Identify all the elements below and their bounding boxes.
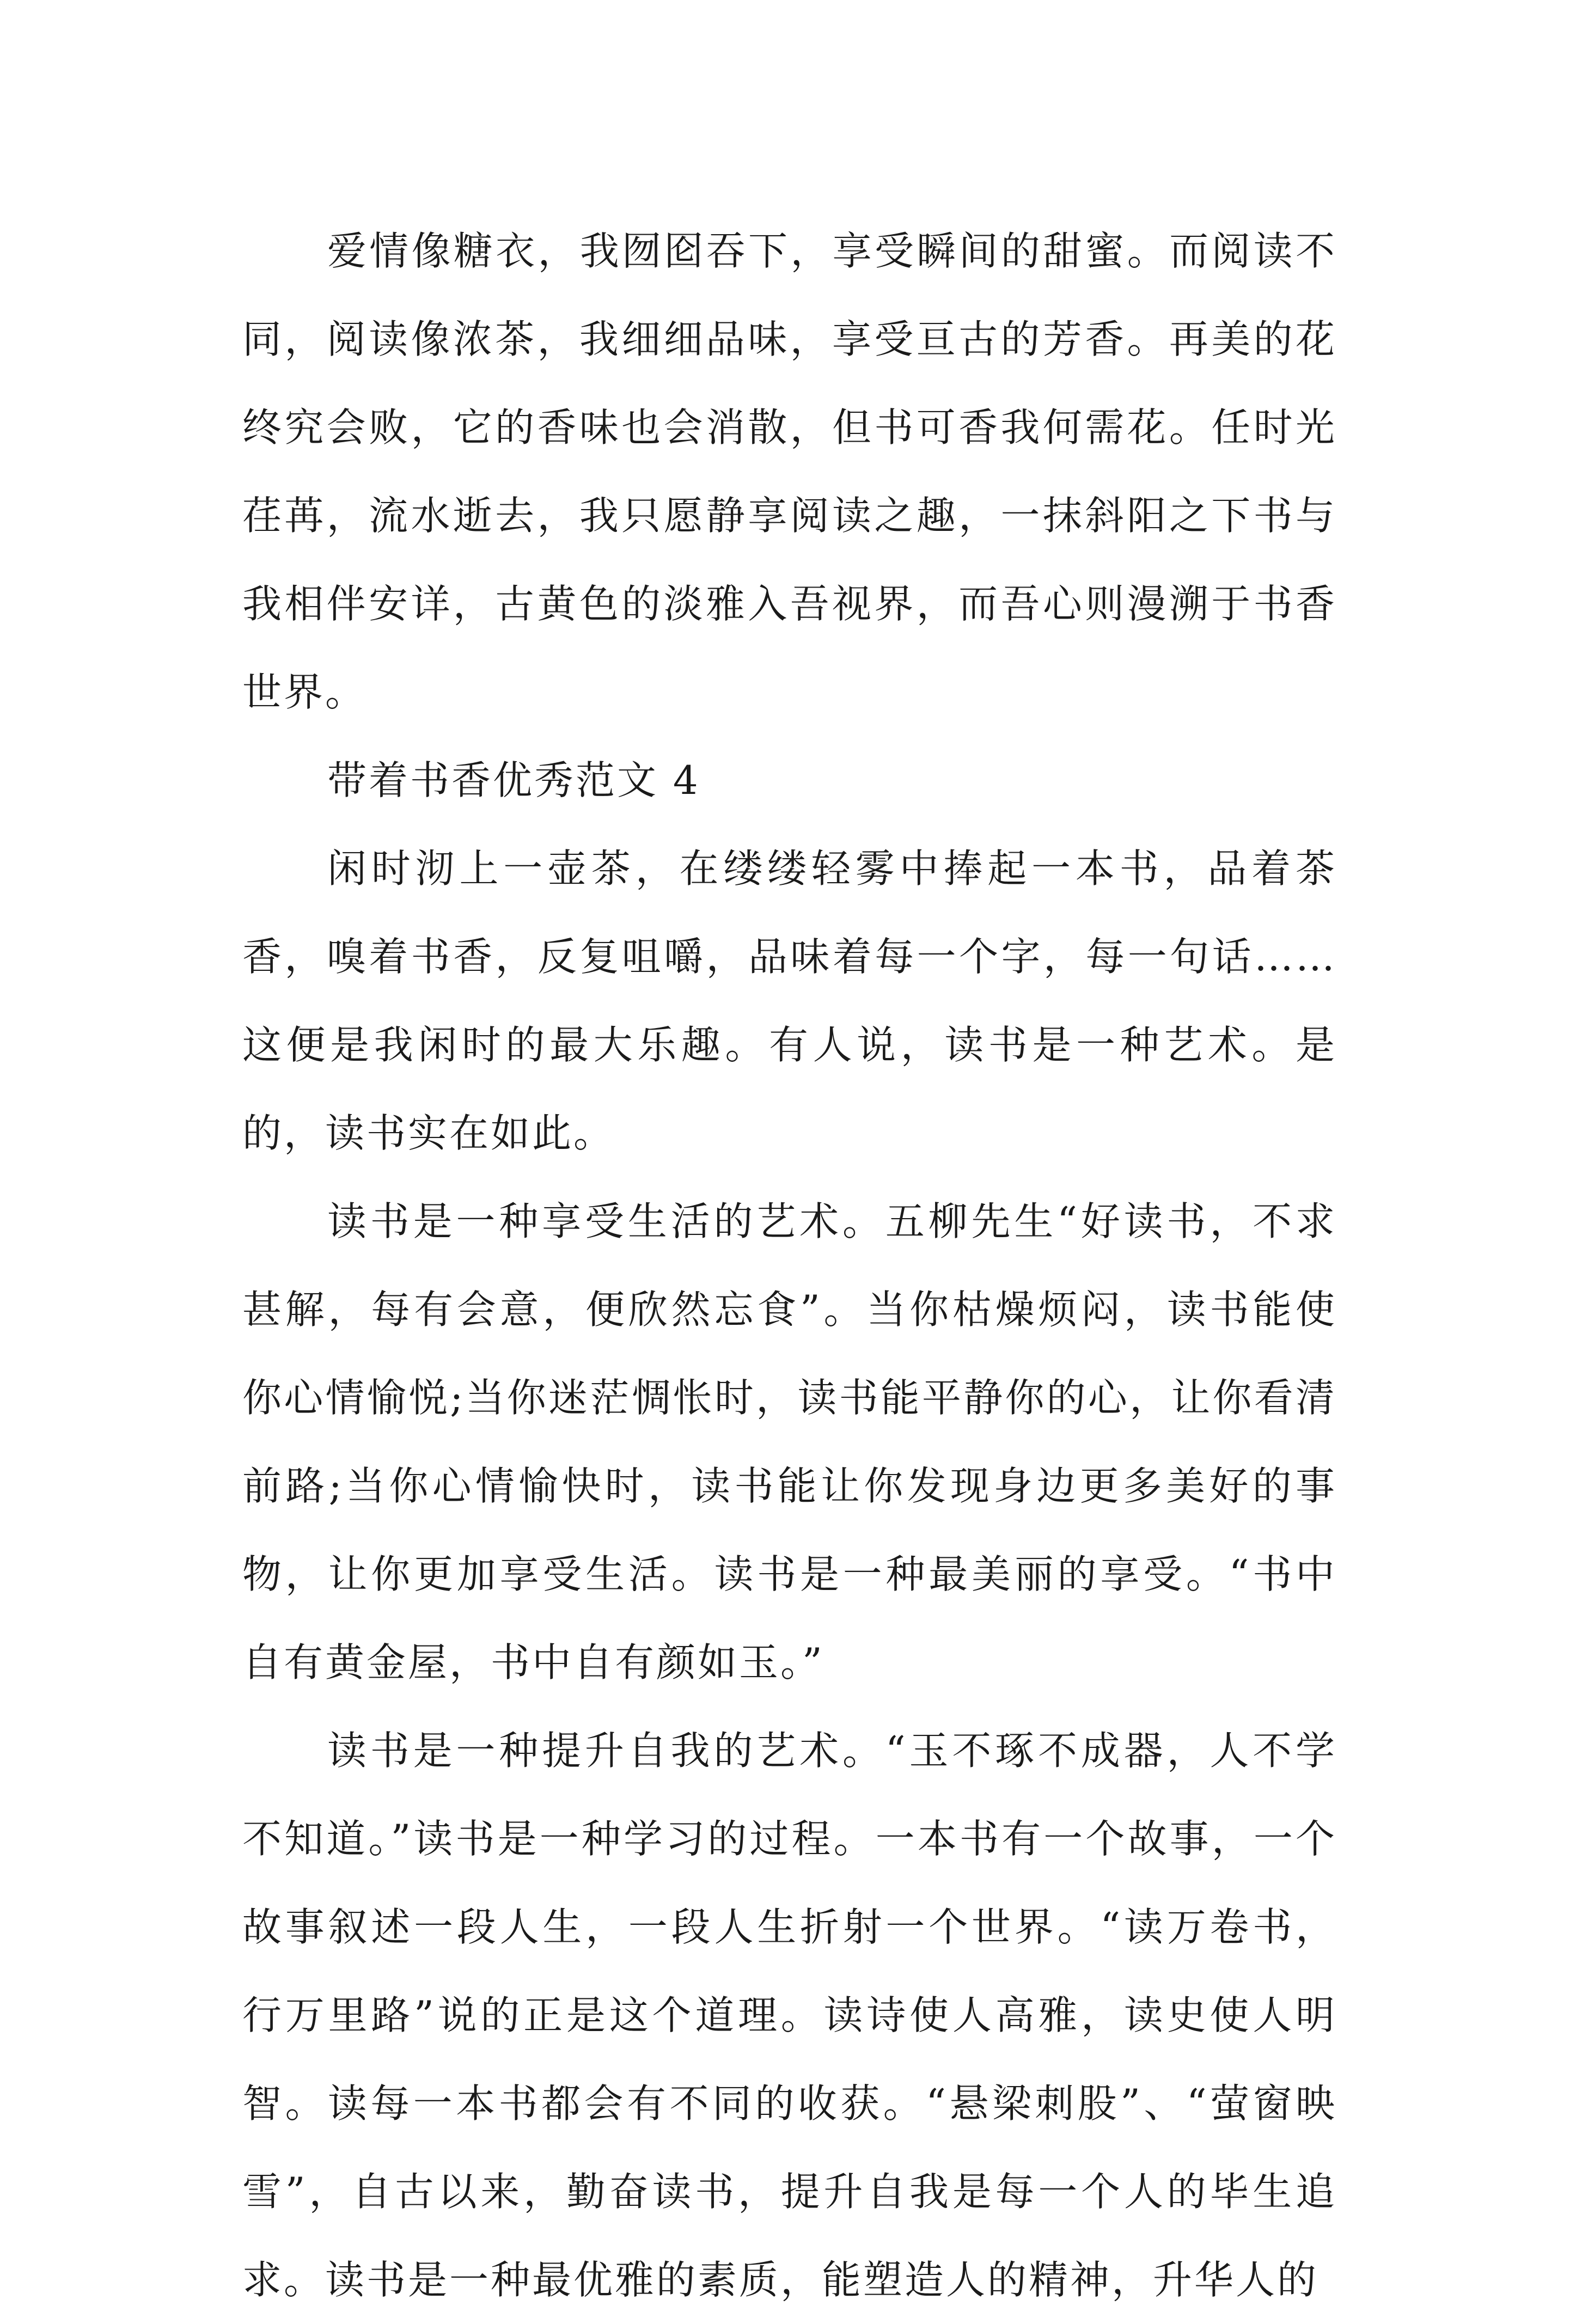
- paragraph-self-improvement: 读书是一种提升自我的艺术。“玉不琢不成器，人不学不知道。”读书是一种学习的过程。一本书有一个故事，一个故事叙述一段人生，一段人生折射一个世界。“读万卷书，行万里路”说的正是这个道理。读诗使人高雅，读史使人明智。读每一本书都会有不同的收获。“悬梁刺股”、“萤窗映雪”，自古以来，勤奋读书，提升自我是每一个人的毕生追求。读书是一种最优雅的素质，能塑造人的精神，升华人的: [242, 1728, 1337, 2303]
- paragraph-leisure-reading: 闲时沏上一壶茶，在缕缕轻雾中捧起一本书，品着茶香，嗅着书香，反复咀嚼，品味着每一个字，每一句话……这便是我闲时的最大乐趣。有人说，读书是一种艺术。是的，读书实在如此。: [242, 846, 1337, 1156]
- paragraph-love-and-reading: 爱情像糖衣，我囫囵吞下，享受瞬间的甜蜜。而阅读不同，阅读像浓茶，我细细品味，享受亘古的芳香。再美的花终究会败，它的香味也会消散，但书可香我何需花。任时光荏苒，流水逝去，我只愿静享阅读之趣，一抹斜阳之下书与我相伴安详，古黄色的淡雅入吾视界，而吾心则漫溯于书香世界。: [242, 228, 1337, 715]
- body-text: [242, 207, 1337, 2324]
- section-heading: 带着书香优秀范文 4: [327, 757, 700, 803]
- paragraph-enjoy-life: 读书是一种享受生活的艺术。五柳先生“好读书，不求甚解，每有会意，便欣然忘食”。当你枯燥烦闷，读书能使你心情愉悦;当你迷茫惆怅时，读书能平静你的心，让你看清前路;当你心情愉快时，读书能让你发现身边更多美好的事物，让你更加享受生活。读书是一种最美丽的享受。“书中自有黄金屋，书中自有颜如玉。”: [242, 1198, 1337, 1685]
